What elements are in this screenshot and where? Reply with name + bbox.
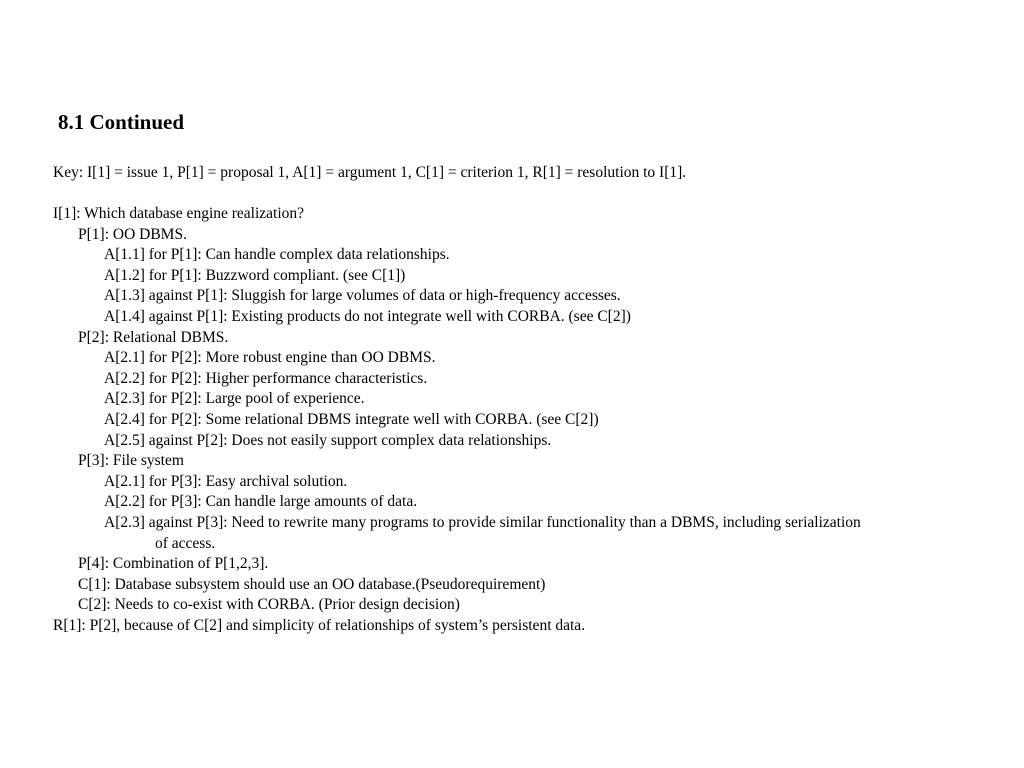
proposal-p1: P[1]: OO DBMS. <box>78 225 187 243</box>
argument-a1-1: A[1.1] for P[1]: Can handle complex data relationships. <box>104 246 450 264</box>
argument-a2-4: A[2.4] for P[2]: Some relational DBMS integrate well with CORBA. (see C[2]) <box>104 410 599 428</box>
proposal-p4: P[4]: Combination of P[1,2,3]. <box>78 555 269 573</box>
argument-p3-1: A[2.1] for P[3]: Easy archival solution. <box>104 472 348 490</box>
argument-a2-2: A[2.2] for P[2]: Higher performance characteristics. <box>104 369 428 387</box>
slide-title: 8.1 Continued <box>58 110 185 134</box>
proposal-p2: P[2]: Relational DBMS. <box>78 328 229 346</box>
argument-p3-3 <box>53 513 954 554</box>
issue-outline <box>53 204 983 636</box>
argument-a2-1: A[2.1] for P[2]: More robust engine than OO DBMS. <box>104 349 436 367</box>
argument-p3-2: A[2.2] for P[3]: Can handle large amounts of data. <box>104 493 418 511</box>
resolution-r1: R[1]: P[2], because of C[2] and simplicity of relationships of system’s persistent data. <box>53 616 586 634</box>
argument-a2-3: A[2.3] for P[2]: Large pool of experience. <box>104 390 365 408</box>
argument-a1-4: A[1.4] against P[1]: Existing products do not integrate well with CORBA. (see C[2]) <box>104 307 631 325</box>
issue-line: I[1]: Which database engine realization? <box>53 205 305 222</box>
argument-p3-3-continuation: of access. <box>155 534 216 552</box>
argument-a1-3: A[1.3] against P[1]: Sluggish for large volumes of data or high-frequency accesses. <box>104 287 621 305</box>
criterion-c1: C[1]: Database subsystem should use an OO database.(Pseudorequirement) <box>78 575 546 593</box>
criterion-c2: C[2]: Needs to co-exist with CORBA. (Prior design decision) <box>78 596 460 614</box>
argument-p3-3-text: A[2.3] against P[3]: Need to rewrite many programs to provide similar functionality than a DBMS, including serialization <box>104 513 861 531</box>
argument-a1-2: A[1.2] for P[1]: Buzzword compliant. (see C[1]) <box>104 266 406 284</box>
proposal-p3: P[3]: File system <box>78 452 184 470</box>
argument-a2-5: A[2.5] against P[2]: Does not easily support complex data relationships. <box>104 431 552 449</box>
key-legend: Key: I[1] = issue 1, P[1] = proposal 1, A[1] = argument 1, C[1] = criterion 1, R[1] = resolution to I[1]. <box>53 164 687 181</box>
